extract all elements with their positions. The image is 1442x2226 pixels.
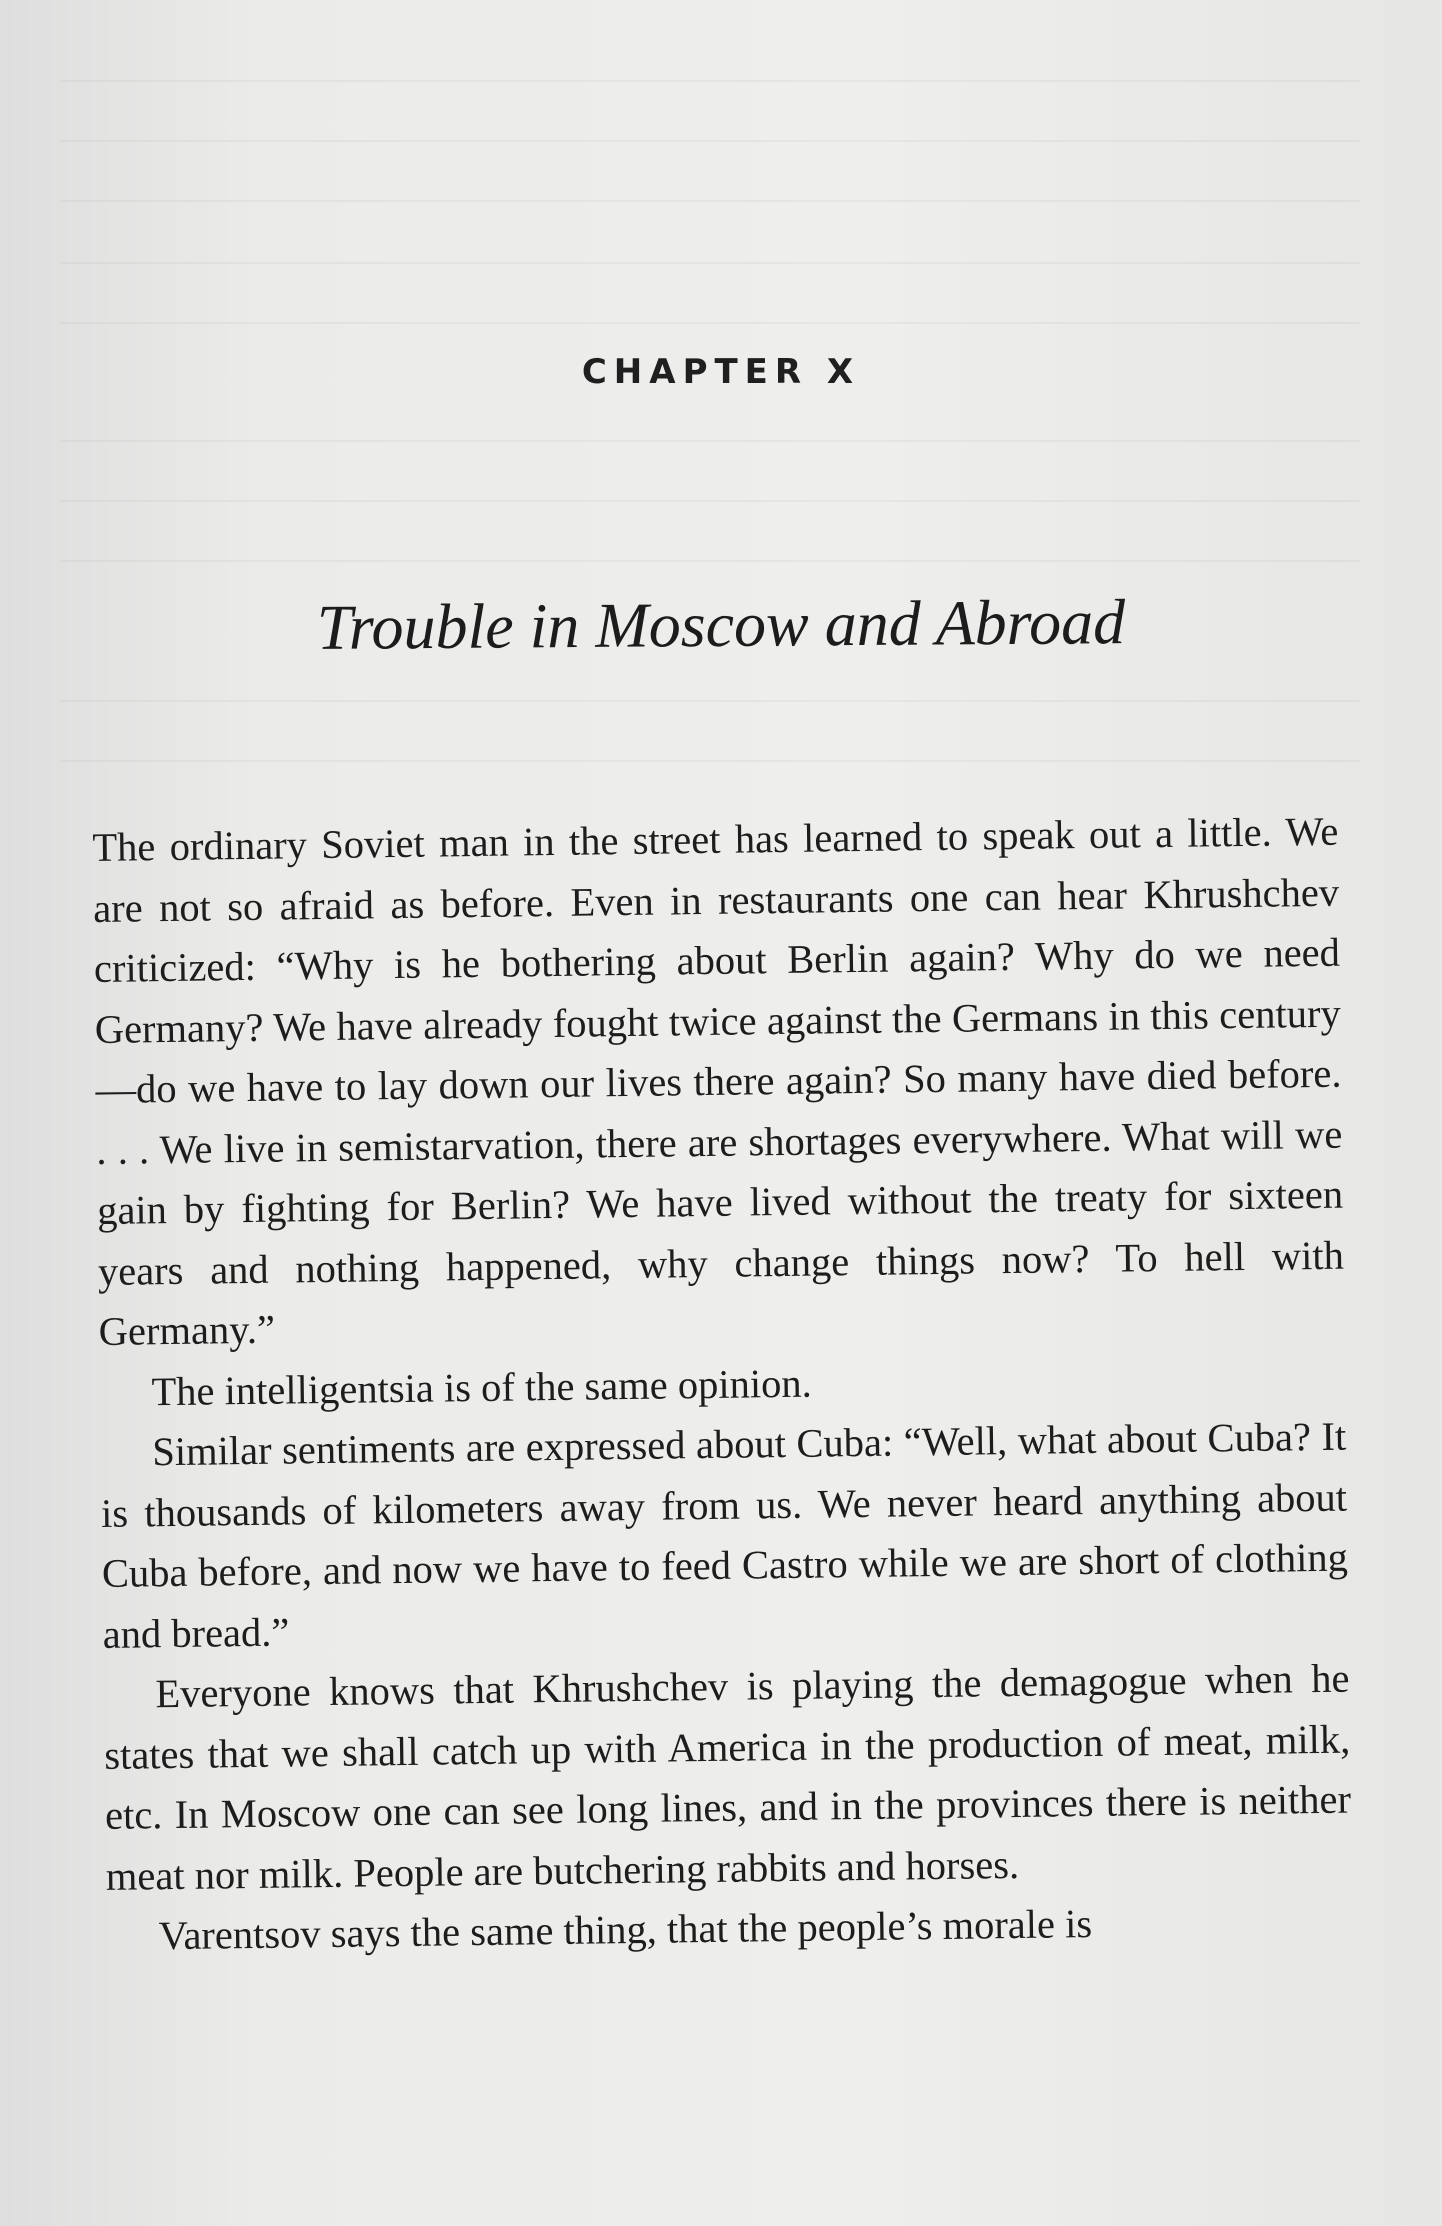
paragraph: Everyone knows that Khrushchev is playing the demagogue when he states that we shall catch up with America in the production of meat, milk, etc. In Moscow one can see long lines, and in the provinces there is neither meat nor milk. People are butchering rabbits and horses. [103, 1655, 1352, 1899]
bleed-through-line [60, 80, 1360, 82]
bleed-through-line [60, 200, 1360, 202]
paragraph: Varentsov says the same thing, that the people’s morale is [158, 1901, 1093, 1959]
paragraph: The intelligentsia is of the same opinion. [151, 1360, 812, 1414]
bleed-through-line [60, 760, 1360, 762]
bleed-through-line [60, 560, 1360, 562]
paragraph: Similar sentiments are expressed about Cuba: “Well, what about Cuba? It is thousands of kilometers away from us. We never heard anything about Cuba before, and now we have to feed Castro while we are short of clothing and bread.” [100, 1413, 1349, 1657]
bleed-through-line [60, 500, 1360, 502]
body-text [92, 802, 1353, 1968]
bleed-through-line [60, 440, 1360, 442]
bleed-through-line [60, 700, 1360, 702]
bleed-through-line [60, 262, 1360, 264]
bleed-through-line [60, 322, 1360, 324]
chapter-title: Trouble in Moscow and Abroad [316, 586, 1126, 663]
chapter-label: CHAPTER X [581, 352, 861, 392]
bleed-through-line [60, 140, 1360, 142]
paragraph: The ordinary Soviet man in the street has learned to speak out a little. We are not so afraid as before. Even in restaurants one can hear Khrushchev criticized: “Why is he bothering about Berlin again? Why do we need Germany? We have already fought twice against the Germans in this century—do we have to lay down our lives there again? So many have died before. . . . We live in semistarvation, there are shortages everywhere. What will we gain by fighting for Berlin? We have lived without the treaty for sixteen years and nothing happened, why change things now? To hell with Germany.” [92, 808, 1345, 1354]
